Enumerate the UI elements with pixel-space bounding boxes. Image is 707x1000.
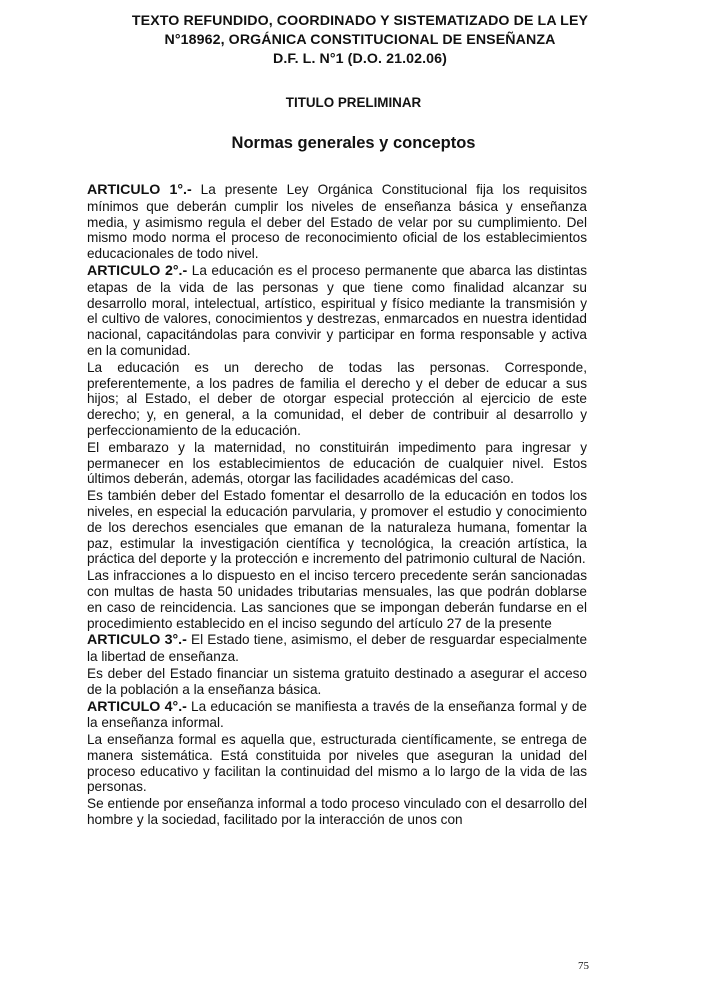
paragraph <box>87 182 587 262</box>
paragraph <box>87 263 587 359</box>
paragraph-text: La educación se manifiesta a través de la enseñanza formal y de la enseñanza informal. <box>87 698 587 731</box>
section-subtitle: Normas generales y conceptos <box>231 134 476 152</box>
header-line-1: TEXTO REFUNDIDO, COORDINADO Y SISTEMATIZADO DE LA LEY <box>131 13 589 29</box>
article-label: ARTICULO 1°.- <box>87 182 192 198</box>
paragraph <box>87 699 587 732</box>
header-line-3: D.F. L. N°1 (D.O. 21.02.06) <box>273 51 447 67</box>
paragraph <box>87 666 587 698</box>
paragraph-text: Las infracciones a lo dispuesto en el inciso tercero precedente serán sancionadas con multas de hasta 50 unidades tributarias mensuales, las que podrán doblarse en caso de reincidencia. Las sanciones que se impongan deberán fundarse en el procedimiento establecido en el inciso segundo del artículo 27 de la presente <box>87 568 587 631</box>
paragraph-text: La educación es el proceso permanente que abarca las distintas etapas de la vida de las personas y que tiene como finalidad alcanzar su desarrollo moral, intelectual, artístico, espiritual y físico mediante la transmisión y el cultivo de valores, conocimientos y destrezas, enmarcados en nuestra identidad nacional, capacitándolas para convivir y participar en forma responsable y activa en la comunidad. <box>87 262 588 358</box>
law-header <box>80 12 640 69</box>
paragraph <box>87 632 587 665</box>
paragraph-text: El embarazo y la maternidad, no constituirán impedimento para ingresar y permanecer en los establecimientos de educación de cualquier nivel. Estos últimos deberán, además, otorgar las facilidades académicas del caso. <box>87 439 587 487</box>
paragraph-text: El Estado tiene, asimismo, el deber de resguardar especialmente la libertad de enseñanza. <box>87 632 587 665</box>
paragraph-text: Es también deber del Estado fomentar el desarrollo de la educación en todos los niveles, en especial la educación parvularia, y promover el estudio y conocimiento de los derechos esenciales que emanan de la naturaleza humana, fomentar la paz, estimular la investigación científica y tecnológica, la creación artística, la práctica del deporte y la protección e incremento del patrimonio cultural de Nación. <box>87 488 587 567</box>
article-label: ARTICULO 3°.- <box>87 632 187 649</box>
paragraph <box>87 732 587 795</box>
header-line-2: N°18962, ORGÁNICA CONSTITUCIONAL DE ENSEÑANZA <box>164 32 556 48</box>
article-body <box>87 182 587 829</box>
article-label: ARTICULO 4°.- <box>87 698 187 715</box>
paragraph-text: La presente Ley Orgánica Constitucional fija los requisitos mínimos que deberán cumplir los niveles de enseñanza básica y enseñanza media, y asimismo regula el deber del Estado de velar por su cumplimiento. Del mismo modo norma el proceso de reconocimiento oficial de los establecimientos educacionales de todo nivel. <box>87 182 587 262</box>
paragraph-text: La enseñanza formal es aquella que, estructurada científicamente, se entrega de manera sistemática. Está constituida por niveles que aseguran la unidad del proceso educativo y facilitan la continuidad del mismo a lo largo de la vida de las personas. <box>87 732 587 795</box>
paragraph <box>87 568 587 631</box>
paragraph <box>87 796 587 828</box>
paragraph <box>87 360 587 439</box>
paragraph <box>87 488 587 567</box>
paragraph-text: Es deber del Estado financiar un sistema gratuito destinado a asegurar el acceso de la población a la enseñanza básica. <box>87 665 587 697</box>
article-label: ARTICULO 2°.- <box>87 262 188 279</box>
paragraph <box>87 440 587 487</box>
paragraph-text: Se entiende por enseñanza informal a todo proceso vinculado con el desarrollo del hombre y la sociedad, facilitado por la interacción de unos con <box>87 796 587 828</box>
paragraph-text: La educación es un derecho de todas las personas. Corresponde, preferentemente, a los padres de familia el derecho y el deber de educar a sus hijos; al Estado, el deber de otorgar especial protección al ejercicio de este derecho; y, en general, a la comunidad, el deber de contribuir al desarrollo y perfeccionamiento de la educación. <box>87 359 587 438</box>
section-title: TITULO PRELIMINAR <box>285 95 422 110</box>
page-number: 75 <box>578 960 589 972</box>
